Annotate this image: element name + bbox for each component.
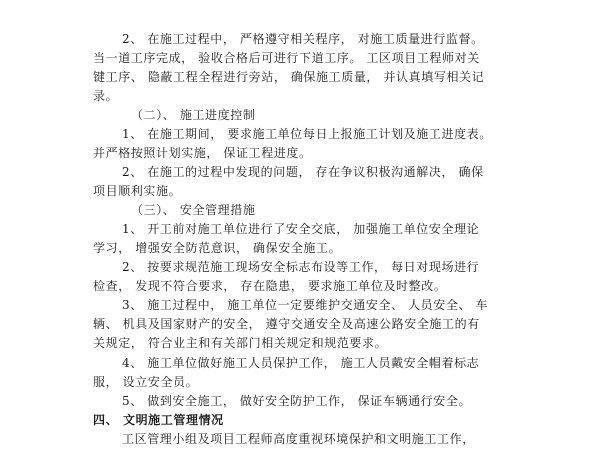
paragraph-line: 1、 在施工期间， 要求施工单位每日上报施工计划及施工进度表。 — [122, 127, 492, 141]
paragraph-line: 1、 开工前对施工单位进行了安全交底， 加强施工单位安全理论 — [122, 222, 480, 236]
paragraph-line: 5、 做到安全施工， 做好安全防护工作， 保证车辆通行安全。 — [122, 394, 472, 408]
section-heading: （二）、 施工进度控制 — [131, 108, 256, 122]
paragraph-line: 2、 按要求规范施工现场安全标志布设等工作， 每日对现场进行 — [122, 260, 480, 274]
paragraph-line: 辆、 机具及国家财产的安全， 遵守交通安全及高速公路安全施工的有 — [93, 317, 480, 331]
paragraph-line: 当一道工序完成， 验收合格后可进行下道工序。 工区项目工程师对关 — [93, 51, 480, 65]
paragraph-line: 工区管理小组及项目工程师高度重视环境保护和文明施工工作， — [122, 432, 475, 446]
paragraph-line: 2、 在施工过程中， 严格遵守相关程序， 对施工质量进行监督。 — [122, 32, 484, 46]
paragraph-line: 学习， 增强安全防范意识， 确保安全施工。 — [93, 241, 342, 255]
paragraph-line: 3、 施工过程中， 施工单位一定要维护交通安全、 人员安全、 车 — [122, 298, 489, 312]
paragraph-line: 项目顺利实施。 — [93, 184, 182, 198]
paragraph-line: 检查， 发现不符合要求， 存在隐患， 要求施工单位及时整改。 — [93, 279, 447, 293]
section-heading: 四、 文明施工管理情况 — [93, 413, 224, 427]
section-heading: （三）、 安全管理措施 — [131, 203, 256, 217]
paragraph-line: 关规定， 符合业主和有关部门相关规定和规范要求。 — [93, 336, 388, 350]
paragraph-line: 服， 设立安全员。 — [93, 375, 199, 389]
paragraph-line: 并严格按照计划实施， 保证工程进度。 — [93, 146, 312, 160]
paragraph-line: 录。 — [93, 89, 119, 103]
paragraph-line: 键工序、 隐蔽工程全程进行旁站， 确保施工质量， 并认真填写相关记 — [93, 70, 485, 84]
paragraph-line: 2、 在施工的过程中发现的问题， 存在争议积极沟通解决， 确保 — [122, 165, 484, 179]
paragraph-line: 4、 施工单位做好施工人员保护工作， 施工人员戴安全帽着标志 — [122, 356, 480, 370]
